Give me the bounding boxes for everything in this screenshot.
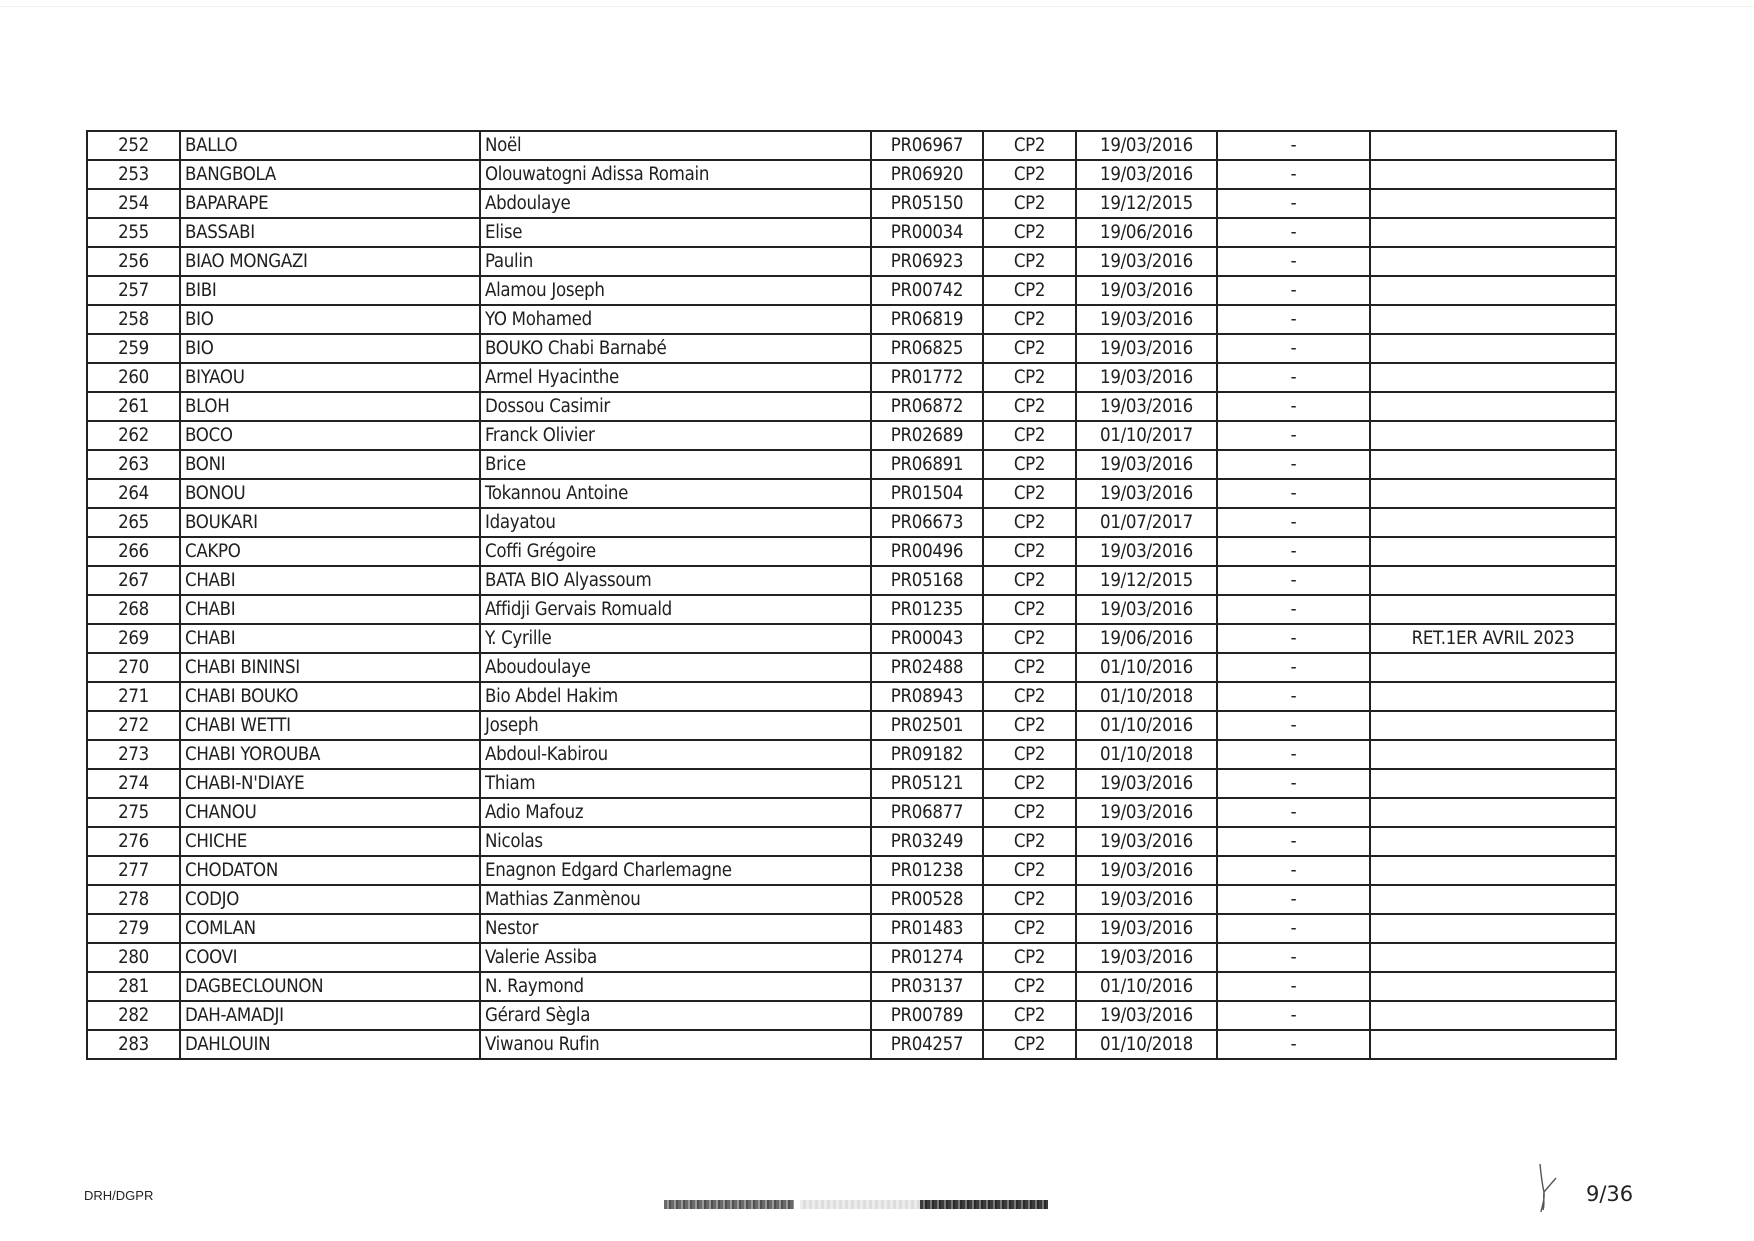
surname-cell: BIO — [180, 334, 480, 363]
dash-cell: - — [1217, 682, 1370, 711]
table-row — [87, 856, 1616, 885]
table-row — [87, 189, 1616, 218]
matricule-cell: PR01238 — [871, 856, 983, 885]
surname-cell: BIYAOU — [180, 363, 480, 392]
surname-cell: COOVI — [180, 943, 480, 972]
row-number: 258 — [87, 305, 180, 334]
table-row — [87, 914, 1616, 943]
given-names-cell: Armel Hyacinthe — [480, 363, 871, 392]
observation-cell — [1370, 334, 1616, 363]
dash-cell: - — [1217, 392, 1370, 421]
surname-cell: CHABI YOROUBA — [180, 740, 480, 769]
matricule-cell: PR05168 — [871, 566, 983, 595]
dash-cell: - — [1217, 334, 1370, 363]
row-number: 268 — [87, 595, 180, 624]
date-cell: 01/07/2017 — [1076, 508, 1217, 537]
table-row — [87, 537, 1616, 566]
table-row — [87, 363, 1616, 392]
observation-cell — [1370, 189, 1616, 218]
given-names-cell: Noël — [480, 131, 871, 160]
table-row — [87, 682, 1616, 711]
date-cell: 01/10/2016 — [1076, 711, 1217, 740]
dash-cell: - — [1217, 914, 1370, 943]
surname-cell: BONI — [180, 450, 480, 479]
date-cell: 19/03/2016 — [1076, 450, 1217, 479]
observation-cell — [1370, 218, 1616, 247]
row-number: 275 — [87, 798, 180, 827]
dash-cell: - — [1217, 479, 1370, 508]
table-row — [87, 305, 1616, 334]
observation-cell — [1370, 247, 1616, 276]
table-row — [87, 450, 1616, 479]
personnel-table — [86, 130, 1617, 1060]
dash-cell: - — [1217, 1001, 1370, 1030]
matricule-cell: PR00496 — [871, 537, 983, 566]
grade-cell: CP2 — [983, 1001, 1076, 1030]
table-row — [87, 624, 1616, 653]
table-row — [87, 711, 1616, 740]
surname-cell: CHABI-N'DIAYE — [180, 769, 480, 798]
row-number: 264 — [87, 479, 180, 508]
observation-cell — [1370, 682, 1616, 711]
observation-cell — [1370, 740, 1616, 769]
matricule-cell: PR02501 — [871, 711, 983, 740]
dash-cell: - — [1217, 421, 1370, 450]
matricule-cell: PR09182 — [871, 740, 983, 769]
observation-cell — [1370, 566, 1616, 595]
date-cell: 19/03/2016 — [1076, 363, 1217, 392]
row-number: 253 — [87, 160, 180, 189]
table-row — [87, 1030, 1616, 1059]
table-row — [87, 740, 1616, 769]
row-number: 274 — [87, 769, 180, 798]
grade-cell: CP2 — [983, 479, 1076, 508]
row-number: 281 — [87, 972, 180, 1001]
given-names-cell: Bio Abdel Hakim — [480, 682, 871, 711]
given-names-cell: Affidji Gervais Romuald — [480, 595, 871, 624]
grade-cell: CP2 — [983, 566, 1076, 595]
dash-cell: - — [1217, 798, 1370, 827]
row-number: 280 — [87, 943, 180, 972]
dash-cell: - — [1217, 189, 1370, 218]
date-cell: 19/03/2016 — [1076, 160, 1217, 189]
dash-cell: - — [1217, 218, 1370, 247]
matricule-cell: PR06877 — [871, 798, 983, 827]
grade-cell: CP2 — [983, 798, 1076, 827]
matricule-cell: PR01772 — [871, 363, 983, 392]
matricule-cell: PR00034 — [871, 218, 983, 247]
initials-signature — [1532, 1160, 1562, 1216]
date-cell: 01/10/2018 — [1076, 740, 1217, 769]
grade-cell: CP2 — [983, 218, 1076, 247]
grade-cell: CP2 — [983, 450, 1076, 479]
observation-cell — [1370, 305, 1616, 334]
grade-cell: CP2 — [983, 537, 1076, 566]
surname-cell: CHABI BOUKO — [180, 682, 480, 711]
matricule-cell: PR00043 — [871, 624, 983, 653]
date-cell: 19/03/2016 — [1076, 1001, 1217, 1030]
dash-cell: - — [1217, 943, 1370, 972]
date-cell: 19/03/2016 — [1076, 392, 1217, 421]
surname-cell: CAKPO — [180, 537, 480, 566]
grade-cell: CP2 — [983, 276, 1076, 305]
given-names-cell: Nestor — [480, 914, 871, 943]
row-number: 282 — [87, 1001, 180, 1030]
surname-cell: BOUKARI — [180, 508, 480, 537]
observation-cell — [1370, 595, 1616, 624]
grade-cell: CP2 — [983, 740, 1076, 769]
date-cell: 01/10/2018 — [1076, 682, 1217, 711]
row-number: 260 — [87, 363, 180, 392]
dash-cell: - — [1217, 566, 1370, 595]
row-number: 272 — [87, 711, 180, 740]
dash-cell: - — [1217, 624, 1370, 653]
given-names-cell: Tokannou Antoine — [480, 479, 871, 508]
given-names-cell: Alamou Joseph — [480, 276, 871, 305]
date-cell: 19/03/2016 — [1076, 595, 1217, 624]
dash-cell: - — [1217, 740, 1370, 769]
surname-cell: BANGBOLA — [180, 160, 480, 189]
observation-cell — [1370, 885, 1616, 914]
observation-cell — [1370, 450, 1616, 479]
grade-cell: CP2 — [983, 363, 1076, 392]
table-row — [87, 276, 1616, 305]
surname-cell: BIAO MONGAZI — [180, 247, 480, 276]
given-names-cell: Nicolas — [480, 827, 871, 856]
date-cell: 19/03/2016 — [1076, 798, 1217, 827]
date-cell: 19/12/2015 — [1076, 566, 1217, 595]
table-row — [87, 218, 1616, 247]
matricule-cell: PR06923 — [871, 247, 983, 276]
given-names-cell: Viwanou Rufin — [480, 1030, 871, 1059]
dash-cell: - — [1217, 160, 1370, 189]
surname-cell: CHABI WETTI — [180, 711, 480, 740]
table-row — [87, 885, 1616, 914]
matricule-cell: PR06891 — [871, 450, 983, 479]
grade-cell: CP2 — [983, 682, 1076, 711]
row-number: 262 — [87, 421, 180, 450]
given-names-cell: Elise — [480, 218, 871, 247]
matricule-cell: PR08943 — [871, 682, 983, 711]
page-number: 9/36 — [1586, 1182, 1634, 1206]
grade-cell: CP2 — [983, 189, 1076, 218]
dash-cell: - — [1217, 363, 1370, 392]
date-cell: 19/03/2016 — [1076, 827, 1217, 856]
date-cell: 01/10/2016 — [1076, 653, 1217, 682]
grade-cell: CP2 — [983, 885, 1076, 914]
surname-cell: DAHLOUIN — [180, 1030, 480, 1059]
table-row — [87, 972, 1616, 1001]
page-edge — [0, 6, 1754, 7]
given-names-cell: Adio Mafouz — [480, 798, 871, 827]
table-row — [87, 1001, 1616, 1030]
grade-cell: CP2 — [983, 131, 1076, 160]
given-names-cell: Coffi Grégoire — [480, 537, 871, 566]
observation-cell — [1370, 711, 1616, 740]
table-row — [87, 827, 1616, 856]
row-number: 277 — [87, 856, 180, 885]
matricule-cell: PR00789 — [871, 1001, 983, 1030]
row-number: 265 — [87, 508, 180, 537]
given-names-cell: BATA BIO Alyassoum — [480, 566, 871, 595]
dash-cell: - — [1217, 305, 1370, 334]
date-cell: 19/03/2016 — [1076, 247, 1217, 276]
footer-department: DRH/DGPR — [84, 1188, 154, 1203]
table-row — [87, 247, 1616, 276]
dash-cell: - — [1217, 711, 1370, 740]
row-number: 254 — [87, 189, 180, 218]
row-number: 271 — [87, 682, 180, 711]
given-names-cell: Thiam — [480, 769, 871, 798]
given-names-cell: Franck Olivier — [480, 421, 871, 450]
row-number: 267 — [87, 566, 180, 595]
given-names-cell: Aboudoulaye — [480, 653, 871, 682]
surname-cell: BIBI — [180, 276, 480, 305]
table-row — [87, 508, 1616, 537]
dash-cell: - — [1217, 508, 1370, 537]
observation-cell — [1370, 479, 1616, 508]
grade-cell: CP2 — [983, 653, 1076, 682]
surname-cell: CHICHE — [180, 827, 480, 856]
table-row — [87, 595, 1616, 624]
grade-cell: CP2 — [983, 914, 1076, 943]
dash-cell: - — [1217, 1030, 1370, 1059]
date-cell: 19/03/2016 — [1076, 943, 1217, 972]
date-cell: 01/10/2018 — [1076, 1030, 1217, 1059]
date-cell: 19/03/2016 — [1076, 885, 1217, 914]
matricule-cell: PR06673 — [871, 508, 983, 537]
row-number: 266 — [87, 537, 180, 566]
dash-cell: - — [1217, 450, 1370, 479]
surname-cell: BIO — [180, 305, 480, 334]
grade-cell: CP2 — [983, 334, 1076, 363]
surname-cell: CODJO — [180, 885, 480, 914]
row-number: 256 — [87, 247, 180, 276]
surname-cell: DAGBECLOUNON — [180, 972, 480, 1001]
matricule-cell: PR02689 — [871, 421, 983, 450]
given-names-cell: N. Raymond — [480, 972, 871, 1001]
grade-cell: CP2 — [983, 392, 1076, 421]
date-cell: 19/03/2016 — [1076, 856, 1217, 885]
table-row — [87, 421, 1616, 450]
row-number: 279 — [87, 914, 180, 943]
dash-cell: - — [1217, 131, 1370, 160]
table-row — [87, 131, 1616, 160]
grade-cell: CP2 — [983, 508, 1076, 537]
matricule-cell: PR01274 — [871, 943, 983, 972]
surname-cell: BALLO — [180, 131, 480, 160]
matricule-cell: PR06825 — [871, 334, 983, 363]
observation-cell — [1370, 827, 1616, 856]
date-cell: 19/03/2016 — [1076, 276, 1217, 305]
dash-cell: - — [1217, 276, 1370, 305]
row-number: 263 — [87, 450, 180, 479]
matricule-cell: PR06920 — [871, 160, 983, 189]
given-names-cell: Paulin — [480, 247, 871, 276]
grade-cell: CP2 — [983, 247, 1076, 276]
grade-cell: CP2 — [983, 827, 1076, 856]
matricule-cell: PR06967 — [871, 131, 983, 160]
date-cell: 19/03/2016 — [1076, 769, 1217, 798]
date-cell: 19/06/2016 — [1076, 218, 1217, 247]
observation-cell — [1370, 856, 1616, 885]
surname-cell: CHANOU — [180, 798, 480, 827]
table-row — [87, 769, 1616, 798]
row-number: 252 — [87, 131, 180, 160]
given-names-cell: Dossou Casimir — [480, 392, 871, 421]
grade-cell: CP2 — [983, 769, 1076, 798]
surname-cell: CHODATON — [180, 856, 480, 885]
date-cell: 01/10/2016 — [1076, 972, 1217, 1001]
given-names-cell: Olouwatogni Adissa Romain — [480, 160, 871, 189]
given-names-cell: Gérard Sègla — [480, 1001, 871, 1030]
matricule-cell: PR01483 — [871, 914, 983, 943]
row-number: 273 — [87, 740, 180, 769]
given-names-cell: Idayatou — [480, 508, 871, 537]
observation-cell — [1370, 421, 1616, 450]
dash-cell: - — [1217, 856, 1370, 885]
dash-cell: - — [1217, 537, 1370, 566]
table-row — [87, 479, 1616, 508]
date-cell: 19/03/2016 — [1076, 479, 1217, 508]
dash-cell: - — [1217, 827, 1370, 856]
matricule-cell: PR02488 — [871, 653, 983, 682]
given-names-cell: Abdoulaye — [480, 189, 871, 218]
given-names-cell: Y. Cyrille — [480, 624, 871, 653]
matricule-cell: PR03249 — [871, 827, 983, 856]
table-row — [87, 653, 1616, 682]
given-names-cell: Enagnon Edgard Charlemagne — [480, 856, 871, 885]
table-row — [87, 798, 1616, 827]
table-row — [87, 160, 1616, 189]
dash-cell: - — [1217, 247, 1370, 276]
dash-cell: - — [1217, 972, 1370, 1001]
surname-cell: CHABI — [180, 595, 480, 624]
row-number: 259 — [87, 334, 180, 363]
surname-cell: BOCO — [180, 421, 480, 450]
date-cell: 19/03/2016 — [1076, 131, 1217, 160]
matricule-cell: PR00528 — [871, 885, 983, 914]
scan-stamp-mark — [664, 1200, 794, 1209]
row-number: 283 — [87, 1030, 180, 1059]
surname-cell: BASSABI — [180, 218, 480, 247]
matricule-cell: PR01504 — [871, 479, 983, 508]
surname-cell: COMLAN — [180, 914, 480, 943]
date-cell: 19/03/2016 — [1076, 334, 1217, 363]
observation-cell: RET.1ER AVRIL 2023 — [1370, 624, 1616, 653]
row-number: 269 — [87, 624, 180, 653]
grade-cell: CP2 — [983, 856, 1076, 885]
matricule-cell: PR03137 — [871, 972, 983, 1001]
observation-cell — [1370, 537, 1616, 566]
grade-cell: CP2 — [983, 972, 1076, 1001]
observation-cell — [1370, 131, 1616, 160]
observation-cell — [1370, 653, 1616, 682]
observation-cell — [1370, 392, 1616, 421]
given-names-cell: Abdoul-Kabirou — [480, 740, 871, 769]
observation-cell — [1370, 276, 1616, 305]
surname-cell: CHABI — [180, 566, 480, 595]
given-names-cell: Joseph — [480, 711, 871, 740]
row-number: 270 — [87, 653, 180, 682]
surname-cell: BAPARAPE — [180, 189, 480, 218]
date-cell: 19/06/2016 — [1076, 624, 1217, 653]
observation-cell — [1370, 769, 1616, 798]
observation-cell — [1370, 914, 1616, 943]
observation-cell — [1370, 160, 1616, 189]
date-cell: 19/03/2016 — [1076, 914, 1217, 943]
row-number: 257 — [87, 276, 180, 305]
grade-cell: CP2 — [983, 595, 1076, 624]
row-number: 278 — [87, 885, 180, 914]
matricule-cell: PR01235 — [871, 595, 983, 624]
surname-cell: DAH-AMADJI — [180, 1001, 480, 1030]
scan-stamp-mark — [800, 1200, 920, 1209]
surname-cell: CHABI BININSI — [180, 653, 480, 682]
observation-cell — [1370, 508, 1616, 537]
grade-cell: CP2 — [983, 421, 1076, 450]
grade-cell: CP2 — [983, 943, 1076, 972]
observation-cell — [1370, 943, 1616, 972]
given-names-cell: Brice — [480, 450, 871, 479]
given-names-cell: BOUKO Chabi Barnabé — [480, 334, 871, 363]
dash-cell: - — [1217, 769, 1370, 798]
date-cell: 19/12/2015 — [1076, 189, 1217, 218]
table-row — [87, 566, 1616, 595]
grade-cell: CP2 — [983, 1030, 1076, 1059]
matricule-cell: PR00742 — [871, 276, 983, 305]
surname-cell: BONOU — [180, 479, 480, 508]
observation-cell — [1370, 1030, 1616, 1059]
table-row — [87, 392, 1616, 421]
dash-cell: - — [1217, 653, 1370, 682]
matricule-cell: PR05121 — [871, 769, 983, 798]
given-names-cell: YO Mohamed — [480, 305, 871, 334]
given-names-cell: Mathias Zanmènou — [480, 885, 871, 914]
grade-cell: CP2 — [983, 160, 1076, 189]
surname-cell: BLOH — [180, 392, 480, 421]
date-cell: 19/03/2016 — [1076, 305, 1217, 334]
given-names-cell: Valerie Assiba — [480, 943, 871, 972]
observation-cell — [1370, 972, 1616, 1001]
matricule-cell: PR04257 — [871, 1030, 983, 1059]
grade-cell: CP2 — [983, 711, 1076, 740]
date-cell: 19/03/2016 — [1076, 537, 1217, 566]
row-number: 255 — [87, 218, 180, 247]
table-row — [87, 943, 1616, 972]
matricule-cell: PR06819 — [871, 305, 983, 334]
dash-cell: - — [1217, 595, 1370, 624]
grade-cell: CP2 — [983, 305, 1076, 334]
table-row — [87, 334, 1616, 363]
observation-cell — [1370, 1001, 1616, 1030]
observation-cell — [1370, 363, 1616, 392]
row-number: 261 — [87, 392, 180, 421]
surname-cell: CHABI — [180, 624, 480, 653]
grade-cell: CP2 — [983, 624, 1076, 653]
row-number: 276 — [87, 827, 180, 856]
matricule-cell: PR05150 — [871, 189, 983, 218]
observation-cell — [1370, 798, 1616, 827]
scan-stamp-mark — [920, 1200, 1048, 1209]
table-body — [87, 131, 1616, 1059]
dash-cell: - — [1217, 885, 1370, 914]
matricule-cell: PR06872 — [871, 392, 983, 421]
date-cell: 01/10/2017 — [1076, 421, 1217, 450]
